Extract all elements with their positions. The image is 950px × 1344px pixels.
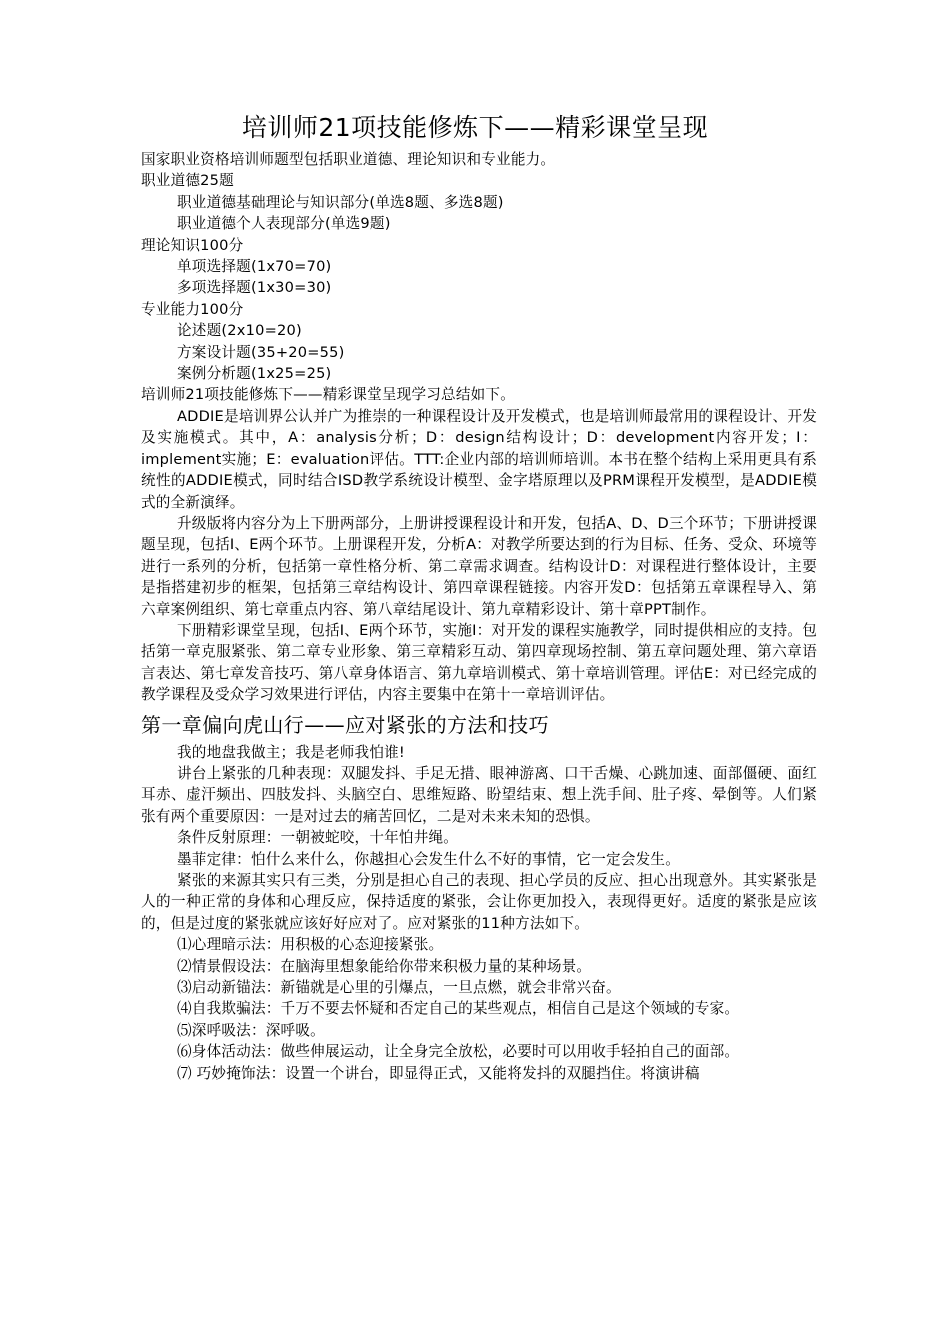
method-item: ⑴心理暗示法：用积极的心态迎接紧张。: [177, 936, 444, 954]
method-item: ⑺ 巧妙掩饰法：设置一个讲台，即显得正式，又能将发抖的双腿挡住。将演讲稿: [177, 1064, 700, 1082]
method-item: ⑷自我欺骗法：千万不要去怀疑和否定自己的某些观点，相信自己是这个领域的专家。: [177, 1000, 740, 1018]
professional-item: 方案设计题(35+20=55): [177, 343, 345, 361]
theory-item: 单项选择题(1x70=70): [177, 258, 332, 276]
chapter-paragraph: 我的地盘我做主；我是老师我怕谁!: [177, 743, 405, 761]
summary-intro: 培训师21项技能修炼下——精彩课堂呈现学习总结如下。: [141, 386, 516, 404]
ethics-item: 职业道德基础理论与知识部分(单选8题、多选8题): [177, 193, 504, 211]
chapter-heading: 第一章偏向虎山行——应对紧张的方法和技巧: [141, 712, 549, 737]
theory-item: 多项选择题(1x30=30): [177, 279, 332, 297]
document-body: [141, 149, 817, 1084]
paragraph-addie: ADDIE是培训界公认并广为推崇的一种课程设计及开发模式，也是培训师最常用的课程设计、开发及实施模式。其中，A：analysis分析；D：design结构设计；D：development内容开发；I：implement实施；E：evaluation评估。TTT:企业内部的培训师培训。本书在整个结构上采用更具有系统性的ADDIE模式，同时结合ISD教学系统设计模型、金字塔原理以及PRM课程开发模型，是ADDIE模式的全新演绎。: [141, 407, 817, 511]
method-item: ⑸深呼吸法：深呼吸。: [177, 1021, 325, 1039]
intro-line: 国家职业资格培训师题型包括职业道德、理论知识和专业能力。: [141, 151, 556, 168]
paragraph-lower-volume: 下册精彩课堂呈现，包括I、E两个环节，实施I：对开发的课程实施教学，同时提供相应的支持。包括第一章克服紧张、第二章专业形象、第三章精彩互动、第四章现场控制、第五章问题处理、第六章语言表达、第七章发音技巧、第八章身体语言、第九章培训模式、第十章培训管理。评估E：对已经完成的教学课程及受众学习效果进行评估，内容主要集中在第十一章培训评估。: [141, 621, 817, 704]
document-title: 培训师21项技能修炼下——精彩课堂呈现: [241, 113, 709, 142]
section-professional: 专业能力100分: [141, 300, 244, 318]
method-item: ⑶启动新锚法：新锚就是心里的引爆点，一旦点燃，就会非常兴奋。: [177, 979, 621, 997]
method-item: ⑵情景假设法：在脑海里想象能给你带来积极力量的某种场景。: [177, 957, 592, 975]
chapter-paragraph: 墨菲定律：怕什么来什么，你越担心会发生什么不好的事情，它一定会发生。: [177, 850, 680, 868]
professional-item: 案例分析题(1x25=25): [177, 365, 332, 383]
chapter-paragraph: 条件反射原理：一朝被蛇咬，十年怕井绳。: [177, 829, 459, 847]
method-item: ⑹身体活动法：做些伸展运动，让全身完全放松，必要时可以用收手轻拍自己的面部。: [177, 1043, 740, 1061]
section-ethics: 职业道德25题: [141, 172, 234, 190]
professional-item: 论述题(2x10=20): [177, 322, 302, 340]
chapter-paragraph: 讲台上紧张的几种表现：双腿发抖、手足无措、眼神游离、口干舌燥、心跳加速、面部僵硬、面红耳赤、虚汗频出、四肢发抖、头脑空白、思维短路、盼望结束、想上洗手间、肚子疼、晕倒等。人们紧张有两个重要原因：一是对过去的痛苦回忆，二是对未来未知的恐惧。: [141, 764, 817, 825]
paragraph-upper-volume: 升级版将内容分为上下册两部分，上册讲授课程设计和开发，包括A、D、D三个环节；下册讲授课题呈现，包括I、E两个环节。上册课程开发，分析A：对教学所要达到的行为目标、任务、受众、环境等进行一系列的分析，包括第一章性格分析、第二章需求调查。结构设计D：对课程进行整体设计，主要是指搭建初步的框架，包括第三章结构设计、第四章课程链接。内容开发D：包括第五章课程导入、第六章案例组织、第七章重点内容、第八章结尾设计、第九章精彩设计、第十章PPT制作。: [141, 514, 817, 618]
chapter-paragraph: 紧张的来源其实只有三类，分别是担心自己的表现、担心学员的反应、担心出现意外。其实紧张是人的一种正常的身体和心理反应，保持适度的紧张，会让你更加投入，表现得更好。适度的紧张是应该的，但是过度的紧张就应该好好应对了。应对紧张的11种方法如下。: [141, 872, 817, 932]
section-theory: 理论知识100分: [141, 236, 244, 254]
ethics-item: 职业道德个人表现部分(单选9题): [177, 215, 391, 233]
